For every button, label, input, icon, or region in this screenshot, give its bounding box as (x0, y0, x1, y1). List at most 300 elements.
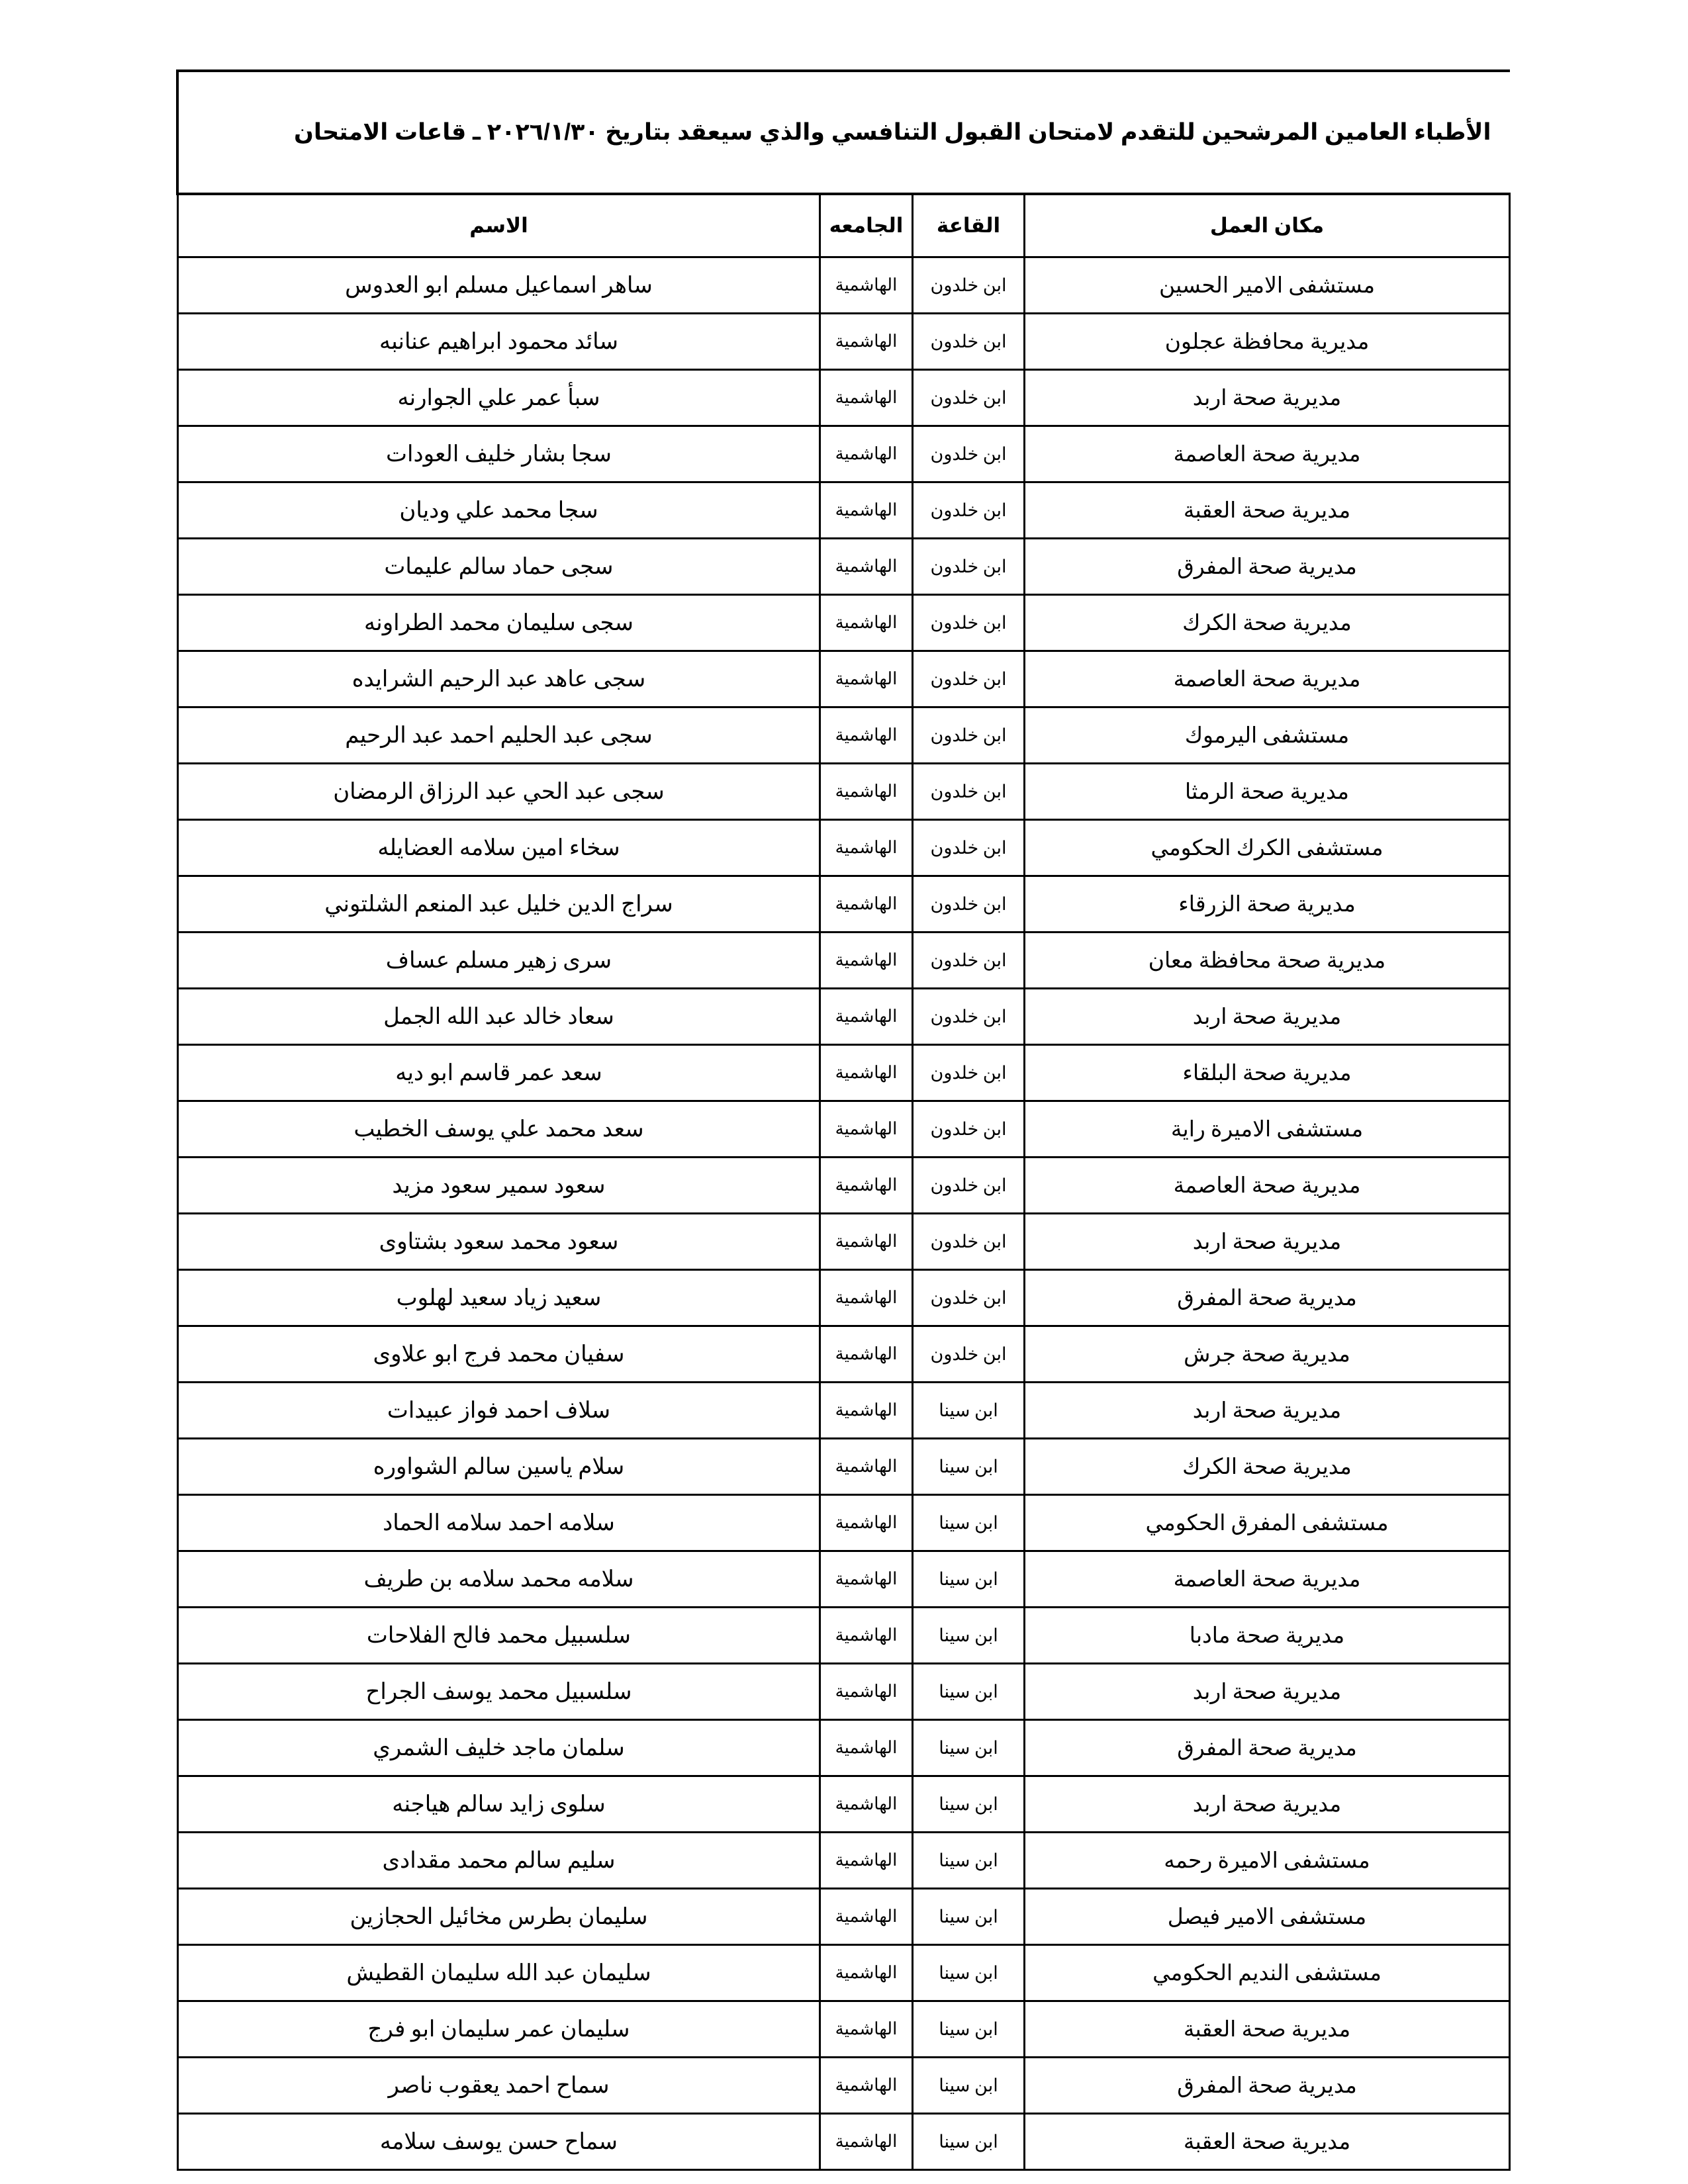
cell-name (177, 257, 820, 314)
cell-university (820, 2001, 913, 2058)
cell-workplace (1025, 482, 1510, 539)
cell-workplace (1025, 1439, 1510, 1495)
cell-university-text: الهاشمية (835, 500, 898, 520)
cell-name-text: سماح حسن يوسف سلامه (379, 2130, 618, 2154)
cell-hall-text: ابن خلدون (930, 1287, 1007, 1308)
page-title: الأطباء العامين المرشحين للتقدم لامتحان القبول التنافسي والذي سيعقد بتاريخ ٢٠٢٦/١/٣٠ ـ قاعات الامتحان (294, 119, 1491, 146)
cell-workplace (1025, 1664, 1510, 1720)
cell-hall (913, 1608, 1025, 1664)
table-row (177, 707, 1509, 764)
cell-workplace (1025, 1326, 1510, 1383)
cell-hall (913, 1776, 1025, 1833)
cell-workplace (1025, 651, 1510, 707)
candidates-table (176, 69, 1511, 2171)
cell-name-text: سعاد خالد عبد الله الجمل (383, 1005, 614, 1029)
cell-university-text: الهاشمية (835, 1063, 898, 1082)
cell-workplace (1025, 1158, 1510, 1214)
cell-university-text: الهاشمية (835, 1625, 898, 1645)
cell-name-text: سليم سالم محمد مقدادى (382, 1848, 616, 1873)
cell-university-text: الهاشمية (835, 1794, 898, 1813)
cell-university (820, 1045, 913, 1101)
cell-hall-text: ابن خلدون (930, 725, 1007, 745)
cell-name-text: سليمان بطرس مخائيل الحجازين (350, 1905, 648, 1929)
cell-workplace (1025, 707, 1510, 764)
table-head (177, 71, 1509, 257)
cell-hall-text: ابن خلدون (930, 837, 1007, 858)
cell-university (820, 1270, 913, 1326)
cell-hall (913, 426, 1025, 482)
cell-university-text: الهاشمية (835, 2075, 898, 2095)
cell-hall-text: ابن خلدون (930, 331, 1007, 351)
cell-workplace (1025, 2114, 1510, 2170)
column-header-hall (913, 194, 1025, 257)
cell-name-text: سراج الدين خليل عبد المنعم الشلتوني (324, 892, 673, 917)
cell-workplace-text: مديرية صحة الرمثا (1185, 780, 1349, 804)
table-row (177, 820, 1509, 876)
table-row (177, 2001, 1509, 2058)
cell-name-text: سجى عبد الحليم احمد عبد الرحيم (345, 723, 653, 748)
cell-university (820, 539, 913, 595)
cell-name-text: سلوى زايد سالم هياجنه (392, 1792, 606, 1817)
cell-university (820, 1383, 913, 1439)
table-row (177, 1101, 1509, 1158)
cell-workplace (1025, 989, 1510, 1045)
cell-workplace-text: مديرية صحة محافظة معان (1148, 949, 1386, 973)
table-row (177, 1833, 1509, 1889)
cell-hall (913, 2058, 1025, 2114)
cell-university-text: الهاشمية (835, 1738, 898, 1757)
cell-workplace (1025, 820, 1510, 876)
cell-name (177, 1776, 820, 1833)
cell-hall-text: ابن سينا (939, 1569, 998, 1589)
cell-workplace-text: مديرية صحة البلقاء (1182, 1062, 1352, 1085)
cell-workplace-text: مستشفى الاميرة رحمه (1164, 1849, 1370, 1873)
cell-workplace-text: مديرية صحة العاصمة (1173, 443, 1361, 467)
cell-workplace-text: مديرية صحة اربد (1192, 387, 1342, 410)
cell-workplace-text: مديرية صحة جرش (1184, 1343, 1350, 1367)
table-row (177, 1326, 1509, 1383)
cell-workplace (1025, 1101, 1510, 1158)
cell-workplace (1025, 426, 1510, 482)
cell-university-text: الهاشمية (835, 388, 898, 407)
cell-workplace-text: مستشفى اليرموك (1184, 724, 1350, 748)
cell-name-text: سلمان ماجد خليف الشمري (373, 1736, 625, 1760)
cell-university (820, 257, 913, 314)
cell-name (177, 1551, 820, 1608)
cell-university (820, 989, 913, 1045)
cell-university (820, 876, 913, 933)
cell-workplace-text: مديرية صحة اربد (1192, 1005, 1342, 1029)
table-row (177, 595, 1509, 651)
cell-university-text: الهاشمية (835, 444, 898, 463)
table-row (177, 1045, 1509, 1101)
cell-university-text: الهاشمية (835, 782, 898, 801)
cell-university-text: الهاشمية (835, 1963, 898, 1982)
cell-name-text: سرى زهير مسلم عساف (385, 948, 612, 973)
cell-university (820, 1608, 913, 1664)
cell-workplace-text: مديرية صحة اربد (1192, 1230, 1342, 1254)
cell-university (820, 595, 913, 651)
cell-university-text: الهاشمية (835, 1682, 898, 1701)
cell-name (177, 1495, 820, 1551)
cell-workplace-text: مديرية صحة اربد (1192, 1680, 1342, 1704)
cell-hall (913, 1439, 1025, 1495)
cell-university (820, 651, 913, 707)
table-row (177, 1551, 1509, 1608)
cell-hall-text: ابن سينا (939, 1400, 998, 1420)
cell-workplace-text: مديرية صحة المفرق (1177, 1737, 1357, 1760)
cell-name-text: سعيد زياد سعيد لهلوب (396, 1286, 602, 1310)
cell-workplace (1025, 1270, 1510, 1326)
cell-name (177, 1214, 820, 1270)
table-row (177, 1214, 1509, 1270)
cell-name-text: سخاء امين سلامه العضايله (377, 836, 620, 860)
cell-hall-text: ابن سينا (939, 1456, 998, 1477)
table-row (177, 989, 1509, 1045)
cell-university-text: الهاشمية (835, 613, 898, 632)
cell-name (177, 1326, 820, 1383)
column-header-row (177, 194, 1509, 257)
cell-name (177, 707, 820, 764)
cell-name (177, 595, 820, 651)
cell-hall-text: ابن خلدون (930, 275, 1007, 295)
cell-hall (913, 1214, 1025, 1270)
cell-workplace (1025, 1889, 1510, 1945)
cell-hall (913, 1551, 1025, 1608)
cell-name (177, 426, 820, 482)
cell-name (177, 933, 820, 989)
cell-workplace-text: مستشفى المفرق الحكومي (1145, 1512, 1389, 1535)
cell-workplace (1025, 1383, 1510, 1439)
cell-name-text: سفيان محمد فرج ابو علاوى (373, 1342, 625, 1367)
cell-hall-text: ابن خلدون (930, 443, 1007, 464)
cell-hall-text: ابن خلدون (930, 1175, 1007, 1195)
table-row (177, 1439, 1509, 1495)
cell-hall (913, 1101, 1025, 1158)
cell-workplace (1025, 257, 1510, 314)
cell-university (820, 820, 913, 876)
cell-name-text: سجى عبد الحي عبد الرزاق الرمضان (333, 780, 665, 804)
column-header-university (820, 194, 913, 257)
cell-university (820, 314, 913, 370)
cell-name (177, 1270, 820, 1326)
document-title-cell (177, 71, 1509, 194)
cell-hall-text: ابن سينا (939, 1906, 998, 1927)
cell-name (177, 314, 820, 370)
cell-workplace-text: مستشفى الامير فيصل (1167, 1905, 1367, 1929)
cell-workplace (1025, 2001, 1510, 2058)
cell-name-text: سجا محمد علي وديان (399, 498, 598, 523)
cell-hall-text: ابن خلدون (930, 500, 1007, 520)
table-row (177, 764, 1509, 820)
cell-name-text: سلاف احمد فواز عبيدات (387, 1398, 611, 1423)
cell-workplace-text: مستشفى الكرك الحكومي (1150, 837, 1383, 860)
table-row (177, 933, 1509, 989)
cell-hall (913, 539, 1025, 595)
cell-name (177, 482, 820, 539)
cell-name-text: سلسبيل محمد يوسف الجراح (365, 1680, 632, 1704)
cell-name (177, 764, 820, 820)
cell-university (820, 1945, 913, 2001)
cell-name-text: ساهر اسماعيل مسلم ابو العدوس (345, 273, 653, 298)
cell-name-text: سبأ عمر علي الجوارنه (397, 386, 600, 410)
cell-university (820, 1326, 913, 1383)
cell-hall-text: ابن سينا (939, 2019, 998, 2039)
cell-hall-text: ابن خلدون (930, 387, 1007, 408)
table-row (177, 651, 1509, 707)
cell-university-text: الهاشمية (835, 669, 898, 688)
cell-hall-text: ابن سينا (939, 1681, 998, 1702)
cell-university (820, 2114, 913, 2170)
cell-workplace-text: مديرية صحة العاصمة (1173, 1568, 1361, 1592)
cell-name (177, 1720, 820, 1776)
table-row (177, 482, 1509, 539)
cell-name-text: سماح احمد يعقوب ناصر (388, 2073, 610, 2098)
cell-workplace-text: مديرية صحة العاصمة (1173, 668, 1361, 692)
cell-hall (913, 370, 1025, 426)
title-row (177, 71, 1509, 194)
cell-hall (913, 1664, 1025, 1720)
cell-name-text: سجى سليمان محمد الطراونه (364, 611, 633, 635)
cell-hall (913, 257, 1025, 314)
cell-hall-text: ابن سينا (939, 1737, 998, 1758)
table-row (177, 1158, 1509, 1214)
cell-university-text: الهاشمية (835, 332, 898, 351)
cell-hall (913, 1383, 1025, 1439)
cell-name (177, 1608, 820, 1664)
table-row (177, 2114, 1509, 2170)
cell-name (177, 1383, 820, 1439)
cell-hall-text: ابن سينا (939, 2075, 998, 2095)
table-row (177, 539, 1509, 595)
cell-workplace-text: مديرية صحة العقبة (1183, 2018, 1351, 2042)
table-row (177, 1776, 1509, 1833)
cell-university (820, 1833, 913, 1889)
cell-name (177, 1945, 820, 2001)
cell-hall (913, 651, 1025, 707)
cell-university-text: الهاشمية (835, 838, 898, 857)
table-row (177, 1495, 1509, 1551)
cell-workplace-text: مستشفى النديم الحكومي (1152, 1962, 1382, 1985)
table-row (177, 2058, 1509, 2114)
column-header-workplace (1025, 194, 1510, 257)
cell-workplace (1025, 876, 1510, 933)
column-header-workplace-label: مكان العمل (1209, 214, 1325, 237)
cell-university (820, 764, 913, 820)
cell-university-text: الهاشمية (835, 1569, 898, 1588)
table-row (177, 1945, 1509, 2001)
cell-name (177, 1045, 820, 1101)
cell-workplace (1025, 2058, 1510, 2114)
cell-university-text: الهاشمية (835, 1288, 898, 1307)
cell-hall (913, 1833, 1025, 1889)
cell-university (820, 1720, 913, 1776)
column-header-university-label: الجامعه (829, 214, 904, 237)
cell-university (820, 2058, 913, 2114)
cell-name (177, 1664, 820, 1720)
cell-hall (913, 1158, 1025, 1214)
cell-university-text: الهاشمية (835, 1344, 898, 1363)
cell-name (177, 2114, 820, 2170)
table-row (177, 1270, 1509, 1326)
cell-hall-text: ابن خلدون (930, 1006, 1007, 1026)
cell-workplace (1025, 1495, 1510, 1551)
cell-hall (913, 1945, 1025, 2001)
cell-hall-text: ابن سينا (939, 1962, 998, 1983)
cell-workplace-text: مديرية صحة العقبة (1183, 499, 1351, 523)
cell-university-text: الهاشمية (835, 1119, 898, 1138)
table-row (177, 314, 1509, 370)
cell-hall (913, 707, 1025, 764)
cell-workplace-text: مديرية صحة المفرق (1177, 2074, 1357, 2098)
cell-hall-text: ابن خلدون (930, 668, 1007, 689)
table-row (177, 426, 1509, 482)
cell-hall (913, 1326, 1025, 1383)
cell-name (177, 876, 820, 933)
cell-university-text: الهاشمية (835, 1907, 898, 1926)
cell-university-text: الهاشمية (835, 1513, 898, 1532)
cell-university (820, 1776, 913, 1833)
cell-hall (913, 876, 1025, 933)
cell-hall (913, 482, 1025, 539)
cell-workplace (1025, 1045, 1510, 1101)
cell-workplace (1025, 1776, 1510, 1833)
cell-university (820, 1439, 913, 1495)
cell-hall (913, 1045, 1025, 1101)
table-row (177, 1720, 1509, 1776)
cell-university-text: الهاشمية (835, 1850, 898, 1870)
cell-hall (913, 2001, 1025, 2058)
cell-name-text: سليمان عمر سليمان ابو فرج (367, 2017, 630, 2042)
cell-workplace (1025, 1945, 1510, 2001)
cell-name-text: سعد محمد علي يوسف الخطيب (353, 1117, 644, 1142)
cell-workplace-text: مديرية صحة اربد (1192, 1793, 1342, 1817)
cell-university-text: الهاشمية (835, 725, 898, 745)
cell-hall (913, 764, 1025, 820)
cell-hall-text: ابن سينا (939, 1625, 998, 1645)
cell-hall-text: ابن خلدون (930, 556, 1007, 576)
cell-name (177, 1833, 820, 1889)
cell-university (820, 370, 913, 426)
cell-hall (913, 1270, 1025, 1326)
cell-workplace (1025, 314, 1510, 370)
cell-name (177, 1158, 820, 1214)
table-row (177, 1608, 1509, 1664)
cell-hall-text: ابن خلدون (930, 893, 1007, 914)
cell-hall-text: ابن خلدون (930, 1118, 1007, 1139)
cell-name (177, 539, 820, 595)
cell-hall (913, 1495, 1025, 1551)
cell-hall (913, 820, 1025, 876)
cell-hall-text: ابن خلدون (930, 612, 1007, 633)
cell-workplace-text: مديرية صحة العقبة (1183, 2130, 1351, 2154)
cell-workplace (1025, 1608, 1510, 1664)
cell-workplace-text: مديرية صحة الزرقاء (1178, 893, 1356, 917)
table-sheet (179, 69, 1511, 2171)
cell-hall-text: ابن خلدون (930, 781, 1007, 801)
cell-hall (913, 595, 1025, 651)
cell-university-text: الهاشمية (835, 894, 898, 913)
cell-hall-text: ابن سينا (939, 1512, 998, 1533)
cell-workplace-text: مستشفى الامير الحسين (1158, 274, 1376, 298)
cell-name-text: سلام ياسين سالم الشواوره (373, 1455, 625, 1479)
cell-name-text: سلامه محمد سلامه بن طريف (363, 1567, 634, 1592)
column-header-name (177, 194, 820, 257)
cell-university (820, 1214, 913, 1270)
cell-name-text: سعود محمد سعود بشتاوى (379, 1230, 619, 1254)
cell-hall (913, 1720, 1025, 1776)
cell-workplace (1025, 370, 1510, 426)
table-row (177, 1664, 1509, 1720)
cell-name-text: سجى حماد سالم عليمات (384, 555, 614, 579)
cell-university-text: الهاشمية (835, 1232, 898, 1251)
cell-name-text: سلسبيل محمد فالح الفلاحات (366, 1623, 632, 1648)
cell-hall-text: ابن سينا (939, 2131, 998, 2152)
cell-workplace-text: مديرية صحة العاصمة (1173, 1174, 1361, 1198)
cell-university-text: الهاشمية (835, 2132, 898, 2151)
cell-workplace (1025, 933, 1510, 989)
cell-workplace (1025, 1214, 1510, 1270)
cell-workplace (1025, 1720, 1510, 1776)
cell-university-text: الهاشمية (835, 1175, 898, 1195)
cell-workplace-text: مستشفى الاميرة راية (1170, 1118, 1364, 1142)
cell-workplace-text: مديرية صحة الكرك (1182, 1455, 1352, 1479)
cell-name-text: سعود سمير سعود مزيد (392, 1173, 606, 1198)
table-row (177, 370, 1509, 426)
table-row (177, 257, 1509, 314)
cell-name (177, 820, 820, 876)
cell-name (177, 2058, 820, 2114)
cell-workplace-text: مديرية صحة اربد (1192, 1399, 1342, 1423)
cell-university (820, 1889, 913, 1945)
cell-university-text: الهاشمية (835, 275, 898, 295)
cell-university-text: الهاشمية (835, 950, 898, 970)
cell-university-text: الهاشمية (835, 1007, 898, 1026)
cell-hall (913, 933, 1025, 989)
cell-university (820, 426, 913, 482)
cell-university-text: الهاشمية (835, 1400, 898, 1420)
cell-name (177, 1101, 820, 1158)
cell-name-text: سعد عمر قاسم ابو ديه (395, 1061, 602, 1085)
table-row (177, 1889, 1509, 1945)
cell-workplace-text: مديرية صحة المفرق (1177, 1287, 1357, 1310)
cell-workplace (1025, 539, 1510, 595)
cell-name (177, 2001, 820, 2058)
cell-workplace (1025, 595, 1510, 651)
cell-name-text: سلامه احمد سلامه الحماد (383, 1511, 615, 1535)
cell-hall-text: ابن خلدون (930, 950, 1007, 970)
cell-name-text: سجا بشار خليف العودات (386, 442, 612, 467)
cell-hall (913, 2114, 1025, 2170)
cell-hall-text: ابن سينا (939, 1850, 998, 1870)
cell-hall-text: ابن خلدون (930, 1062, 1007, 1083)
cell-hall-text: ابن خلدون (930, 1231, 1007, 1251)
cell-hall (913, 314, 1025, 370)
cell-hall-text: ابن خلدون (930, 1343, 1007, 1364)
cell-name (177, 989, 820, 1045)
cell-workplace-text: مديرية صحة الكرك (1182, 612, 1352, 635)
cell-hall (913, 1889, 1025, 1945)
cell-university (820, 1664, 913, 1720)
table-row (177, 876, 1509, 933)
cell-name (177, 370, 820, 426)
cell-name-text: سجى عاهد عبد الرحيم الشرايده (352, 667, 646, 692)
cell-university (820, 1495, 913, 1551)
cell-university-text: الهاشمية (835, 557, 898, 576)
cell-university (820, 1158, 913, 1214)
column-header-hall-label: القاعة (936, 214, 1001, 237)
cell-university (820, 933, 913, 989)
